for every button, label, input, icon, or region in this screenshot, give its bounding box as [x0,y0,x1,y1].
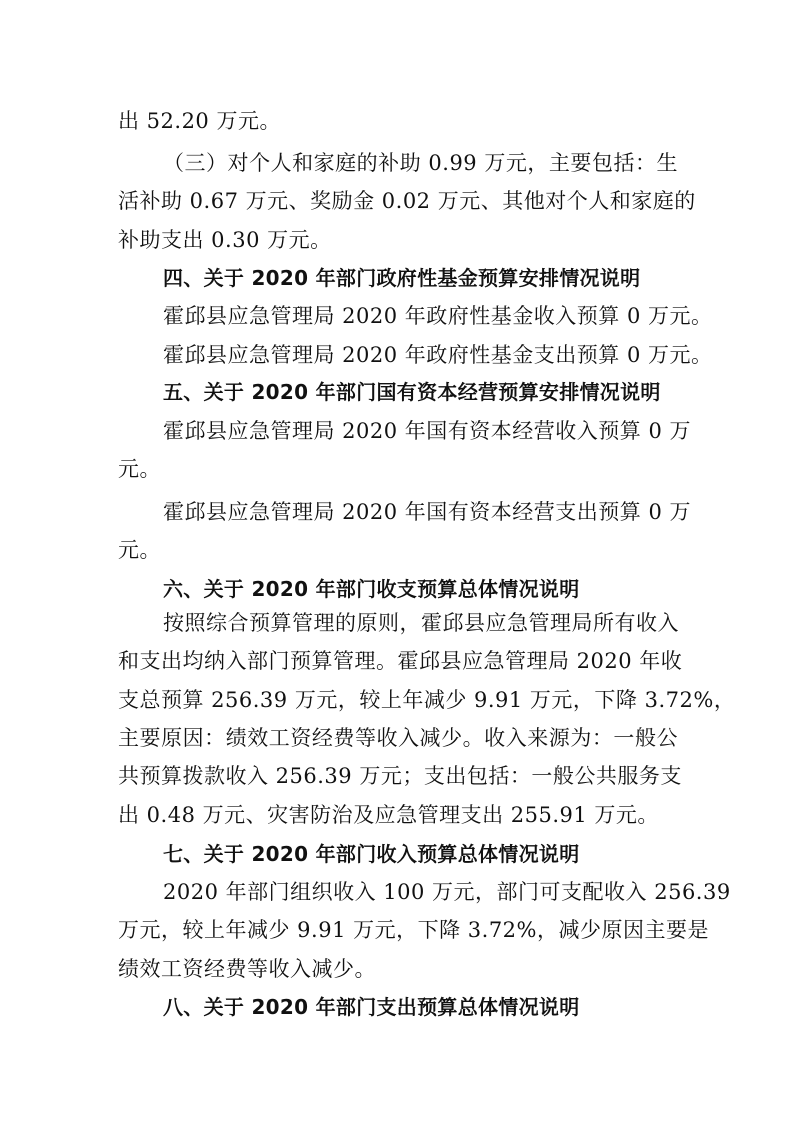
body-text-line: 万元，较上年减少 9.91 万元，下降 3.72%，减少原因主要是 [118,918,709,942]
section-heading: 四、关于 2020 年部门政府性基金预算安排情况说明 [163,266,641,290]
body-text-line: 霍邱县应急管理局 2020 年国有资本经营支出预算 0 万 [163,500,692,524]
body-text-line: 和支出均纳入部门预算管理。霍邱县应急管理局 2020 年收 [118,649,683,673]
body-text-line: 元。 [118,538,161,562]
body-text-line: 霍邱县应急管理局 2020 年国有资本经营收入预算 0 万 [163,419,692,443]
body-text-line: 元。 [118,457,161,481]
body-text-line: 主要原因：绩效工资经费等收入减少。收入来源为：一般公 [118,726,678,750]
body-text-line: 活补助 0.67 万元、奖励金 0.02 万元、其他对个人和家庭的 [118,189,696,213]
section-heading: 五、关于 2020 年部门国有资本经营预算安排情况说明 [163,380,661,404]
body-text-line: 霍邱县应急管理局 2020 年政府性基金收入预算 0 万元。 [163,304,713,328]
section-heading: 八、关于 2020 年部门支出预算总体情况说明 [163,995,580,1019]
section-heading: 六、关于 2020 年部门收支预算总体情况说明 [163,577,580,601]
body-text-line: 霍邱县应急管理局 2020 年政府性基金支出预算 0 万元。 [163,343,713,367]
body-text-line: （三）对个人和家庭的补助 0.99 万元，主要包括：生 [163,151,678,175]
body-text-line: 出 52.20 万元。 [118,109,281,133]
body-text-line: 出 0.48 万元、灾害防治及应急管理支出 255.91 万元。 [118,803,659,827]
section-heading: 七、关于 2020 年部门收入预算总体情况说明 [163,842,580,866]
body-text-line: 共预算拨款收入 256.39 万元；支出包括：一般公共服务支 [118,764,682,788]
body-text-line: 支总预算 256.39 万元，较上年减少 9.91 万元，下降 3.72%， [118,688,736,712]
body-text-line: 补助支出 0.30 万元。 [118,228,332,252]
body-text-line: 按照综合预算管理的原则，霍邱县应急管理局所有收入 [163,611,679,635]
body-text-line: 2020 年部门组织收入 100 万元，部门可支配收入 256.39 [163,880,731,904]
body-text-line: 绩效工资经费等收入减少。 [118,957,376,981]
